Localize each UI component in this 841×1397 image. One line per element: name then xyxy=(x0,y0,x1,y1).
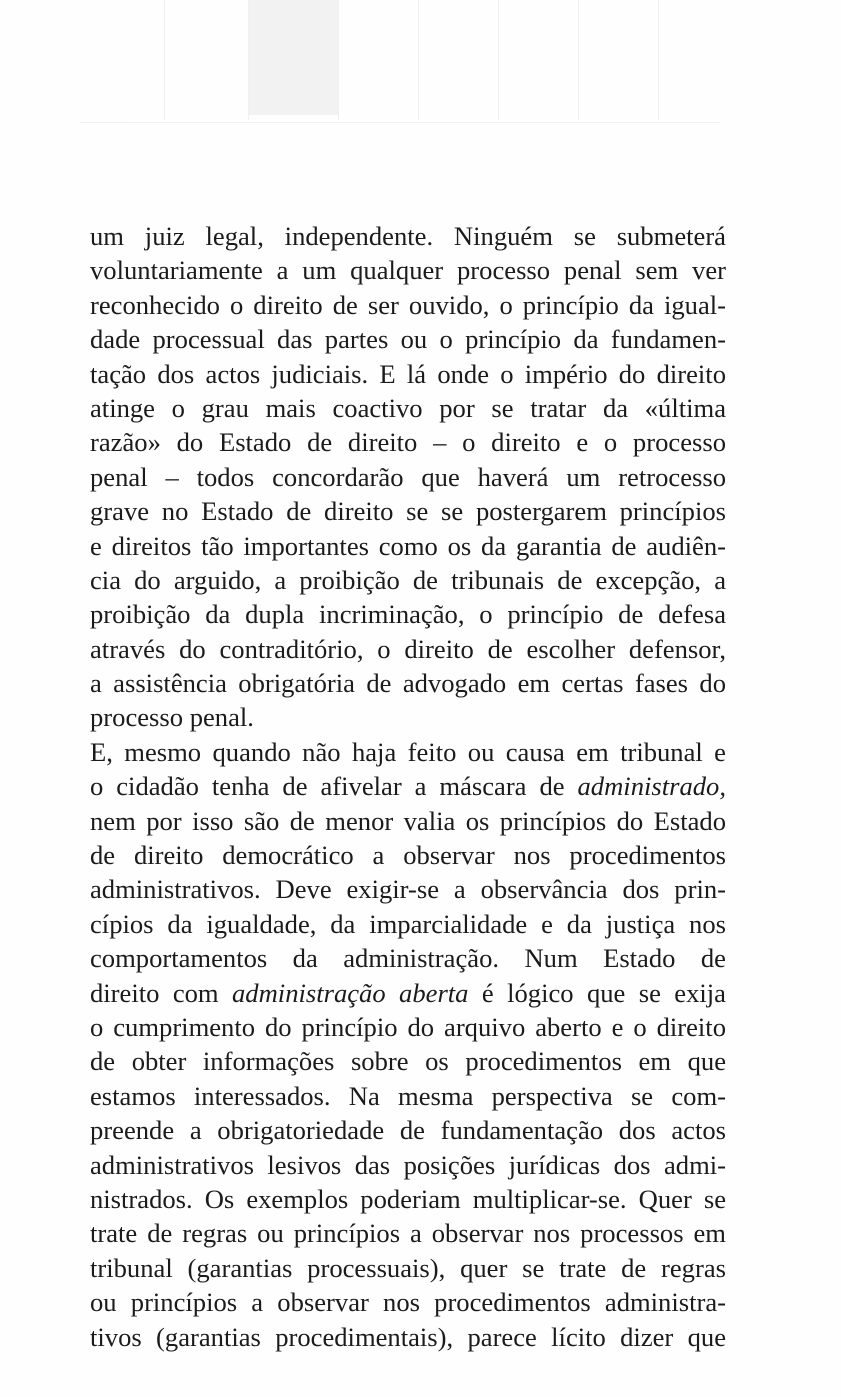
text-line xyxy=(90,735,726,769)
text-line xyxy=(90,804,726,838)
text-run: penal – todos concordarão que haverá um retrocesso xyxy=(90,461,726,492)
text-run: através do contraditório, o direito de escolher defensor, xyxy=(90,633,726,664)
text-line xyxy=(90,1113,726,1147)
italic-text: administração aberta xyxy=(232,977,469,1008)
text-run: comportamentos da administração. Num Estado de xyxy=(90,943,726,974)
text-run: é lógico que se exija xyxy=(468,977,726,1008)
text-run: administrativos lesivos das posições jurídicas dos admi- xyxy=(90,1149,726,1180)
text-run: de obter informações sobre os procedimentos em que xyxy=(90,1046,726,1077)
text-line xyxy=(90,322,726,356)
text-line xyxy=(90,941,726,975)
text-run: trate de regras ou princípios a observar nos processos em xyxy=(90,1218,726,1249)
text-line xyxy=(90,288,726,322)
text-run: tação dos actos judiciais. E lá onde o império do direito xyxy=(90,358,726,389)
text-line xyxy=(90,666,726,700)
text-line xyxy=(90,357,726,391)
text-run: proibição da dupla incriminação, o princípio de defesa xyxy=(90,599,726,630)
text-line xyxy=(90,1285,726,1319)
text-run: estamos interessados. Na mesma perspectiva se com- xyxy=(90,1080,726,1111)
text-line xyxy=(90,460,726,494)
text-line xyxy=(90,219,726,253)
text-run: ou princípios a observar nos procedimentos administra- xyxy=(90,1287,726,1318)
text-line xyxy=(90,1010,726,1044)
text-line xyxy=(90,1148,726,1182)
text-run: o cumprimento do princípio do arquivo aberto e o direito xyxy=(90,1011,726,1042)
text-line xyxy=(90,529,726,563)
text-run: nem por isso são de menor valia os princípios do Estado xyxy=(90,805,726,836)
text-line xyxy=(90,1216,726,1250)
text-line xyxy=(90,494,726,528)
text-line xyxy=(90,253,726,287)
text-run: voluntariamente a um qualquer processo penal sem ver xyxy=(90,255,726,286)
text-run: E, mesmo quando não haja feito ou causa em tribunal e xyxy=(90,736,726,767)
text-line xyxy=(90,976,726,1010)
text-run: nistrados. Os exemplos poderiam multiplicar-se. Quer se xyxy=(90,1183,726,1214)
text-run: cípios da igualdade, da imparcialidade e da justiça nos xyxy=(90,908,726,939)
text-line xyxy=(90,1079,726,1113)
text-run: preende a obrigatoriedade de fundamentação dos actos xyxy=(90,1115,726,1146)
text-line xyxy=(90,907,726,941)
text-run: administrativos. Deve exigir-se a observância dos prin- xyxy=(90,874,726,905)
text-run: direito com xyxy=(90,977,232,1008)
text-line xyxy=(90,425,726,459)
italic-text: administrado, xyxy=(577,771,726,802)
text-line xyxy=(90,1044,726,1078)
body-text xyxy=(90,219,726,1354)
text-line xyxy=(90,838,726,872)
text-run: razão» do Estado de direito – o direito e o processo xyxy=(90,427,726,458)
text-line xyxy=(90,1182,726,1216)
text-run: cia do arguido, a proibição de tribunais de excepção, a xyxy=(90,564,726,595)
text-line xyxy=(90,597,726,631)
text-run: de direito democrático a observar nos procedimentos xyxy=(90,840,726,871)
text-run: a assistência obrigatória de advogado em certas fases do xyxy=(90,668,726,699)
text-run: dade processual das partes ou o princípio da fundamen- xyxy=(90,324,726,355)
text-run: grave no Estado de direito se se postergarem princípios xyxy=(90,496,726,527)
text-line xyxy=(90,632,726,666)
text-run: reconhecido o direito de ser ouvido, o princípio da igual- xyxy=(90,289,726,320)
text-run: tivos (garantias procedimentais), parece lícito dizer que xyxy=(90,1321,726,1352)
text-run: um juiz legal, independente. Ninguém se submeterá xyxy=(90,221,726,251)
text-line xyxy=(90,563,726,597)
show-through-table xyxy=(80,0,740,150)
text-run: tribunal (garantias processuais), quer se trate de regras xyxy=(90,1252,726,1283)
text-line xyxy=(90,769,726,803)
text-run: o cidadão tenha de afivelar a máscara de xyxy=(90,771,578,802)
text-line xyxy=(90,700,726,734)
text-run: processo penal. xyxy=(90,702,254,733)
text-line xyxy=(90,391,726,425)
text-run: atinge o grau mais coactivo por se tratar da «última xyxy=(90,392,726,423)
text-line xyxy=(90,1251,726,1285)
text-run: e direitos tão importantes como os da garantia de audiên- xyxy=(90,530,726,561)
text-line xyxy=(90,1320,726,1354)
text-line xyxy=(90,872,726,906)
